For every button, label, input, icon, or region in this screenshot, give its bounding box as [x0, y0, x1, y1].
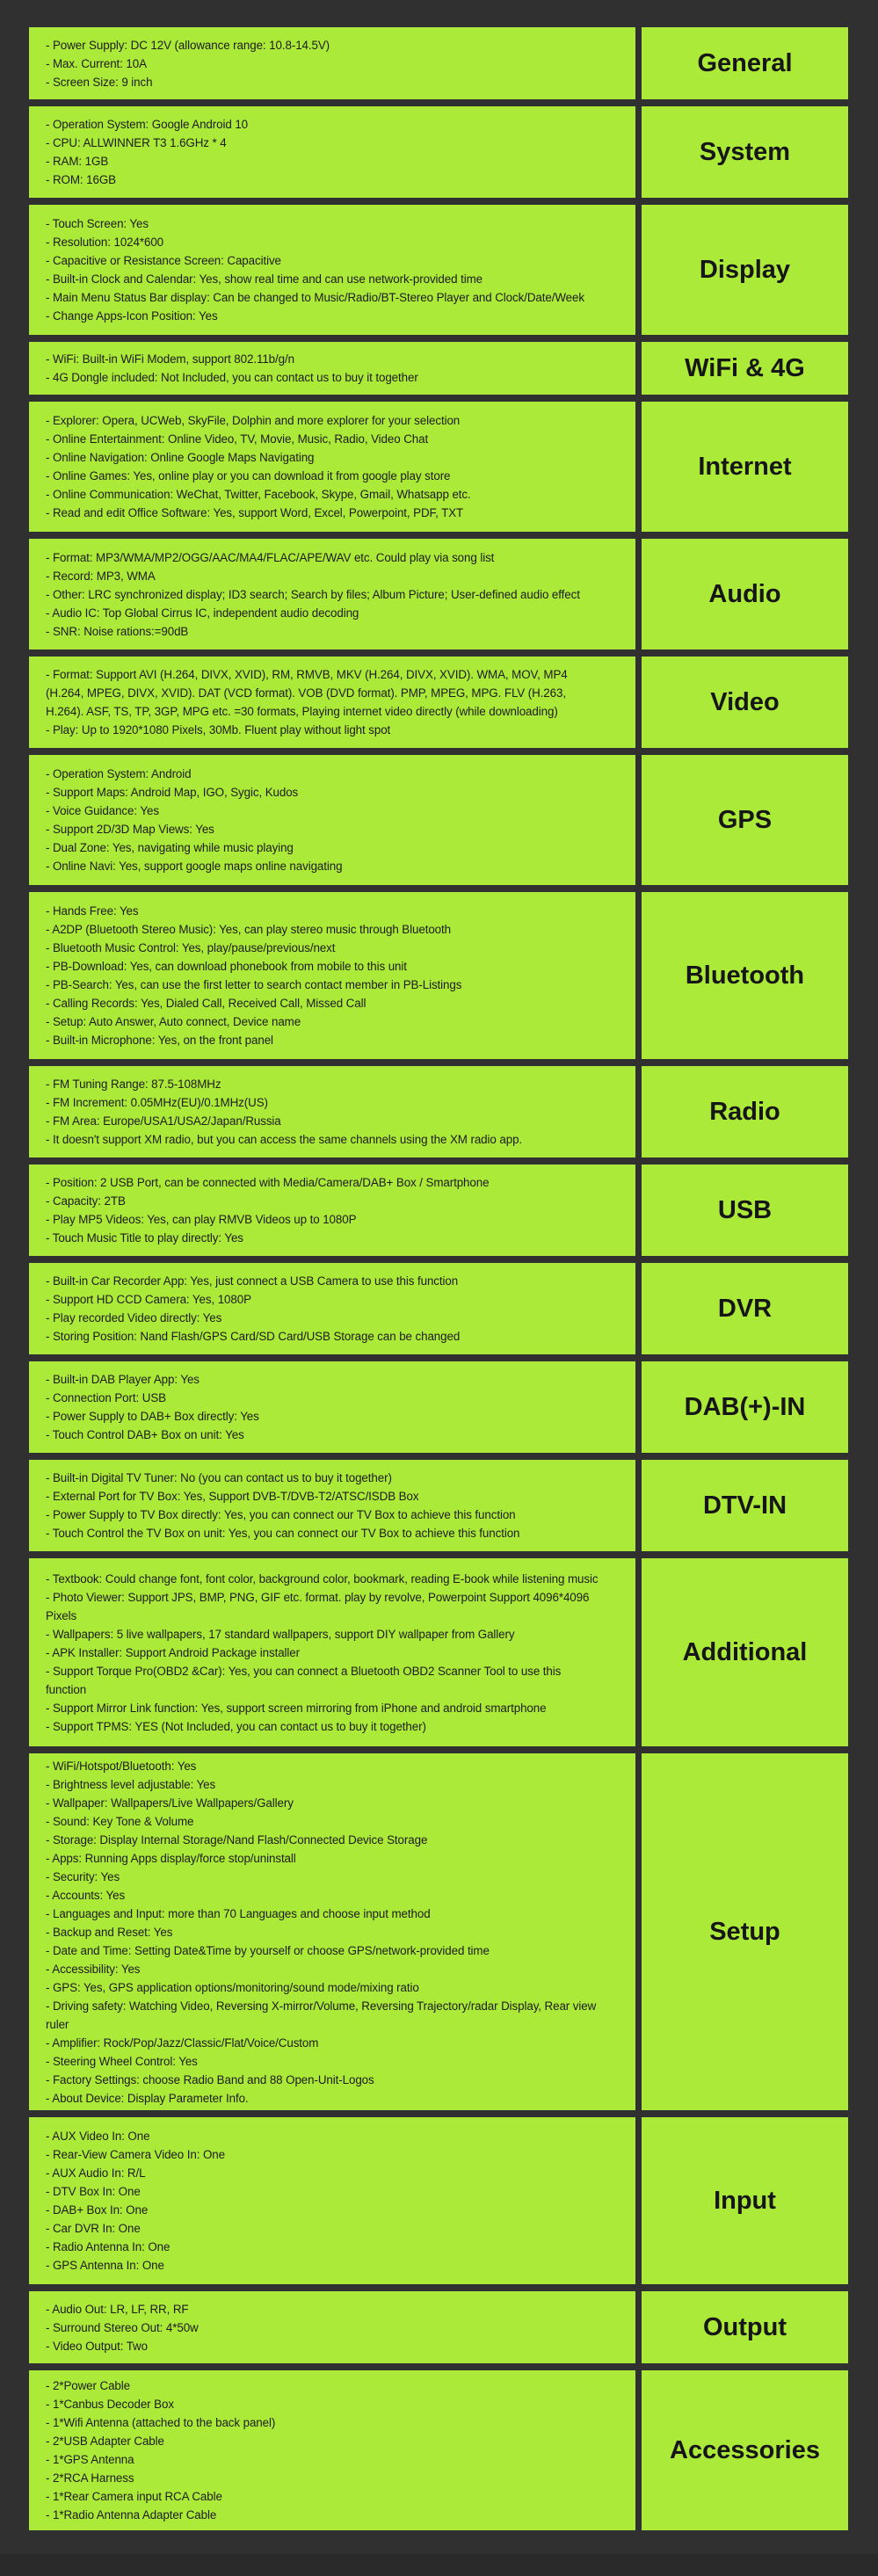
spec-category-label: System [699, 137, 791, 166]
spec-line: - Online Communication: WeChat, Twitter, Facebook, Skype, Gmail, Whatsapp etc. [46, 488, 471, 501]
spec-line: - Storage: Display Internal Storage/Nand Flash/Connected Device Storage [46, 1832, 428, 1847]
spec-line: - Setup: Auto Answer, Auto connect, Device name [46, 1015, 301, 1028]
spec-line: - Amplifier: Rock/Pop/Jazz/Classic/Flat/Voice/Custom [46, 2035, 319, 2050]
spec-row-radio [29, 1066, 848, 1157]
spec-line: - Surround Stereo Out: 4*50w [46, 2320, 199, 2334]
spec-line: - 1*GPS Antenna [46, 2453, 134, 2466]
spec-line: - Screen Size: 9 inch [46, 75, 153, 89]
spec-line: - Wallpaper: Wallpapers/Live Wallpapers/Gallery [46, 1796, 294, 1810]
spec-line: - 2*RCA Harness [46, 2471, 134, 2485]
spec-line: - GPS Antenna In: One [46, 2259, 164, 2272]
spec-row-additional [29, 1558, 848, 1746]
spec-line: - 2*Power Cable [46, 2379, 131, 2392]
spec-line: - Dual Zone: Yes, navigating while music playing [46, 841, 294, 854]
spec-details-internet [29, 402, 635, 532]
spec-line: - Photo Viewer: Support JPS, BMP, PNG, GIF etc. format. play by revolve, Powerpoint Support 4096*4096 [46, 1590, 590, 1604]
spec-line: - Other: LRC synchronized display; ID3 search; Search by files; Album Picture; User-defined audio effect [46, 587, 580, 601]
spec-line: - Operation System: Google Android 10 [46, 118, 249, 131]
spec-table [29, 27, 848, 2537]
spec-line: - Support HD CCD Camera: Yes, 1080P [46, 1293, 251, 1306]
spec-row-output [29, 2291, 848, 2363]
spec-category-label: Internet [698, 452, 792, 481]
spec-line: - Main Menu Status Bar display: Can be changed to Music/Radio/BT-Stereo Player and Clock/Date/Week [46, 291, 584, 304]
spec-line: - PB-Download: Yes, can download phonebook from mobile to this unit [46, 960, 407, 973]
spec-line: - FM Tuning Range: 87.5-108MHz [46, 1078, 221, 1091]
spec-line: - Power Supply to DAB+ Box directly: Yes [46, 1410, 259, 1423]
spec-details-wifi-4g [29, 342, 635, 395]
spec-line: - Radio Antenna In: One [46, 2240, 171, 2253]
spec-category-label: General [697, 48, 793, 77]
spec-line: - APK Installer: Support Android Package installer [46, 1645, 301, 1659]
spec-line: - 1*Canbus Decoder Box [46, 2398, 174, 2411]
spec-line: - Textbook: Could change font, font color, background color, bookmark, reading E-book while listening music [46, 1571, 599, 1586]
spec-line: - 1*Radio Antenna Adapter Cable [46, 2508, 217, 2522]
spec-line: - Online Navigation: Online Google Maps Navigating [46, 451, 315, 464]
spec-line: - Storing Position: Nand Flash/GPS Card/SD Card/USB Storage can be changed [46, 1330, 461, 1343]
spec-line: - ROM: 16GB [46, 173, 117, 186]
spec-line: - Backup and Reset: Yes [46, 1925, 173, 1939]
spec-line: function [46, 1682, 87, 1696]
spec-row-display [29, 205, 848, 335]
spec-line: - 4G Dongle included: Not Included, you can contact us to buy it together [46, 371, 418, 384]
spec-line: - Power Supply: DC 12V (allowance range: 10.8-14.5V) [46, 38, 330, 52]
spec-details-dab-in [29, 1361, 635, 1453]
spec-line: - Brightness level adjustable: Yes [46, 1777, 216, 1791]
spec-line: - 1*Wifi Antenna (attached to the back panel) [46, 2416, 276, 2429]
spec-line: - Built-in Microphone: Yes, on the front panel [46, 1034, 273, 1047]
spec-category-label: Video [710, 687, 780, 716]
spec-line: - Support Mirror Link function: Yes, support screen mirroring from iPhone and android smartphone [46, 1701, 547, 1715]
spec-line: - Driving safety: Watching Video, Reversing X-mirror/Volume, Reversing Trajectory/radar Display, Rear view [46, 1999, 597, 2013]
spec-row-dab-in [29, 1361, 848, 1453]
spec-line: - Apps: Running Apps display/force stop/uninstall [46, 1851, 296, 1865]
spec-line: - WiFi: Built-in WiFi Modem, support 802.11b/g/n [46, 352, 294, 366]
spec-category-cell-dtv-in [642, 1460, 848, 1551]
spec-line: - Format: Support AVI (H.264, DIVX, XVID), RM, RMVB, MKV (H.264, DIVX, XVID). WMA, MOV, MP4 [46, 668, 568, 681]
spec-line: - Date and Time: Setting Date&Time by yourself or choose GPS/network-provided time [46, 1943, 490, 1957]
spec-category-label: Bluetooth [685, 961, 805, 990]
spec-category-cell-system [642, 106, 848, 198]
spec-category-cell-bluetooth [642, 892, 848, 1059]
spec-line: - Built-in DAB Player App: Yes [46, 1373, 200, 1386]
spec-category-label: DVR [717, 1294, 773, 1323]
spec-line: Pixels [46, 1608, 77, 1622]
page-footer [0, 2554, 878, 2576]
spec-line: - Support Maps: Android Map, IGO, Sygic, Kudos [46, 786, 299, 799]
spec-line: - AUX Audio In: R/L [46, 2166, 146, 2180]
spec-line: - Touch Control DAB+ Box on unit: Yes [46, 1428, 244, 1441]
spec-category-label: DAB(+)-IN [684, 1392, 806, 1421]
spec-line: - CPU: ALLWINNER T3 1.6GHz * 4 [46, 136, 227, 149]
spec-details-bluetooth [29, 892, 635, 1059]
spec-line: - Languages and Input: more than 70 Languages and choose input method [46, 1906, 431, 1920]
spec-row-usb [29, 1165, 848, 1256]
spec-line: - Explorer: Opera, UCWeb, SkyFile, Dolphin and more explorer for your selection [46, 414, 461, 427]
spec-line: - Online Games: Yes, online play or you can download it from google play store [46, 469, 451, 483]
spec-category-label: DTV-IN [702, 1491, 787, 1520]
spec-line: - FM Increment: 0.05MHz(EU)/0.1MHz(US) [46, 1096, 268, 1109]
spec-category-label: Audio [708, 579, 781, 608]
spec-row-setup [29, 1753, 848, 2110]
spec-details-setup [29, 1753, 635, 2110]
spec-line: (H.264, MPEG, DIVX, XVID). DAT (VCD format). VOB (DVD format). PMP, MPEG, MPG. FLV (H.263, [46, 686, 566, 700]
spec-line: - Accounts: Yes [46, 1888, 126, 1902]
spec-line: - Format: MP3/WMA/MP2/OGG/AAC/MA4/FLAC/APE/WAV etc. Could play via song list [46, 550, 495, 564]
spec-line: - Hands Free: Yes [46, 904, 139, 918]
spec-line: - Built-in Clock and Calendar: Yes, show real time and can use network-provided time [46, 272, 483, 286]
spec-line: ruler [46, 2017, 69, 2031]
spec-line: H.264). ASF, TS, TP, 3GP, MPG etc. =30 formats, Playing internet video directly (while downloading) [46, 705, 558, 718]
spec-details-radio [29, 1066, 635, 1157]
spec-row-accessories [29, 2370, 848, 2530]
spec-line: - Support TPMS: YES (Not Included, you can contact us to buy it together) [46, 1719, 426, 1733]
spec-line: - About Device: Display Parameter Info. [46, 2091, 249, 2105]
spec-category-label: Display [699, 255, 791, 284]
spec-line: - RAM: 1GB [46, 155, 109, 168]
spec-details-system [29, 106, 635, 198]
spec-line: - Play MP5 Videos: Yes, can play RMVB Videos up to 1080P [46, 1213, 357, 1226]
spec-category-label: Input [714, 2186, 776, 2215]
spec-category-label: GPS [717, 805, 773, 834]
spec-line: - Rear-View Camera Video In: One [46, 2148, 225, 2161]
spec-line: - Play recorded Video directly: Yes [46, 1311, 222, 1324]
spec-line: - Calling Records: Yes, Dialed Call, Received Call, Missed Call [46, 997, 366, 1010]
spec-category-label: Setup [709, 1917, 780, 1946]
spec-category-label: Output [702, 2312, 787, 2341]
spec-details-dvr [29, 1263, 635, 1354]
spec-details-usb [29, 1165, 635, 1256]
spec-details-general [29, 27, 635, 99]
spec-category-label: Accessories [670, 2435, 820, 2464]
spec-line: - 2*USB Adapter Cable [46, 2435, 164, 2448]
spec-line: - Position: 2 USB Port, can be connected with Media/Camera/DAB+ Box / Smartphone [46, 1176, 490, 1189]
spec-category-cell-additional [642, 1558, 848, 1746]
spec-details-display [29, 205, 635, 335]
spec-line: - Power Supply to TV Box directly: Yes, you can connect our TV Box to achieve this function [46, 1508, 516, 1521]
spec-line: - SNR: Noise rations:=90dB [46, 624, 189, 638]
spec-line: - Voice Guidance: Yes [46, 804, 159, 817]
spec-category-cell-general [642, 27, 848, 99]
spec-line: - Record: MP3, WMA [46, 569, 156, 583]
spec-row-dvr [29, 1263, 848, 1354]
spec-line: - Touch Music Title to play directly: Yes [46, 1231, 243, 1244]
spec-line: - Built-in Car Recorder App: Yes, just connect a USB Camera to use this function [46, 1274, 459, 1288]
spec-line: - It doesn't support XM radio, but you can access the same channels using the XM radio app. [46, 1133, 523, 1146]
spec-row-wifi-4g [29, 342, 848, 395]
spec-line: - AUX Video In: One [46, 2130, 150, 2143]
spec-details-dtv-in [29, 1460, 635, 1551]
spec-line: - Built-in Digital TV Tuner: No (you can contact us to buy it together) [46, 1471, 392, 1484]
spec-row-general [29, 27, 848, 99]
spec-row-input [29, 2117, 848, 2284]
spec-line: - Resolution: 1024*600 [46, 236, 164, 249]
spec-row-video [29, 657, 848, 748]
spec-line: - Security: Yes [46, 1869, 120, 1883]
spec-line: - A2DP (Bluetooth Stereo Music): Yes, can play stereo music through Bluetooth [46, 923, 451, 936]
spec-line: - Audio Out: LR, LF, RR, RF [46, 2302, 189, 2316]
spec-row-internet [29, 402, 848, 532]
spec-line: - Read and edit Office Software: Yes, support Word, Excel, Powerpoint, PDF, TXT [46, 506, 464, 519]
spec-line: - Support Torque Pro(OBD2 &Car): Yes, you can connect a Bluetooth OBD2 Scanner Tool to use this [46, 1664, 562, 1678]
spec-category-cell-dvr [642, 1263, 848, 1354]
spec-line: - Video Output: Two [46, 2339, 148, 2353]
spec-line: - PB-Search: Yes, can use the first letter to search contact member in PB-Listings [46, 978, 462, 991]
spec-line: - Capacitive or Resistance Screen: Capacitive [46, 254, 281, 267]
spec-line: - WiFi/Hotspot/Bluetooth: Yes [46, 1759, 197, 1773]
spec-category-cell-wifi-4g [642, 342, 848, 395]
spec-line: - Operation System: Android [46, 767, 192, 780]
spec-category-cell-input [642, 2117, 848, 2284]
spec-category-cell-audio [642, 539, 848, 649]
spec-line: - Car DVR In: One [46, 2222, 141, 2235]
spec-row-system [29, 106, 848, 198]
spec-category-label: Additional [682, 1637, 808, 1666]
spec-line: - Change Apps-Icon Position: Yes [46, 309, 218, 323]
spec-line: - Max. Current: 10A [46, 56, 147, 70]
spec-line: - Accessibility: Yes [46, 1962, 141, 1976]
spec-line: - Touch Screen: Yes [46, 217, 149, 230]
spec-row-gps [29, 755, 848, 885]
spec-category-cell-internet [642, 402, 848, 532]
spec-line: - Bluetooth Music Control: Yes, play/pause/previous/next [46, 941, 336, 954]
spec-line: - Audio IC: Top Global Cirrus IC, independent audio decoding [46, 606, 359, 620]
spec-line: - External Port for TV Box: Yes, Support DVB-T/DVB-T2/ATSC/ISDB Box [46, 1490, 419, 1503]
spec-category-cell-gps [642, 755, 848, 885]
spec-category-label: WiFi & 4G [685, 353, 805, 382]
spec-line: - FM Area: Europe/USA1/USA2/Japan/Russia [46, 1114, 281, 1128]
spec-details-input [29, 2117, 635, 2284]
spec-line: - Connection Port: USB [46, 1391, 166, 1404]
spec-category-label: USB [717, 1195, 773, 1224]
spec-category-cell-dab-in [642, 1361, 848, 1453]
spec-line: - DTV Box In: One [46, 2185, 141, 2198]
spec-category-cell-video [642, 657, 848, 748]
spec-category-cell-setup [642, 1753, 848, 2110]
spec-line: - DAB+ Box In: One [46, 2203, 149, 2217]
spec-line: - Sound: Key Tone & Volume [46, 1814, 194, 1828]
spec-line: - Online Entertainment: Online Video, TV, Movie, Music, Radio, Video Chat [46, 432, 429, 446]
spec-category-cell-output [642, 2291, 848, 2363]
spec-category-label: Radio [709, 1097, 780, 1126]
spec-details-audio [29, 539, 635, 649]
spec-details-video [29, 657, 635, 748]
spec-line: - Play: Up to 1920*1080 Pixels, 30Mb. Fluent play without light spot [46, 723, 391, 737]
spec-row-dtv-in [29, 1460, 848, 1551]
spec-line: - GPS: Yes, GPS application options/monitoring/sound mode/mixing ratio [46, 1980, 419, 1994]
spec-category-cell-radio [642, 1066, 848, 1157]
spec-details-output [29, 2291, 635, 2363]
spec-row-bluetooth [29, 892, 848, 1059]
spec-line: - Touch Control the TV Box on unit: Yes, you can connect our TV Box to achieve this function [46, 1527, 520, 1540]
spec-line: - Steering Wheel Control: Yes [46, 2054, 198, 2068]
spec-line: - Capacity: 2TB [46, 1194, 126, 1208]
spec-category-cell-accessories [642, 2370, 848, 2530]
spec-row-audio [29, 539, 848, 649]
spec-line: - 1*Rear Camera input RCA Cable [46, 2490, 222, 2503]
spec-details-gps [29, 755, 635, 885]
spec-category-cell-usb [642, 1165, 848, 1256]
spec-line: - Support 2D/3D Map Views: Yes [46, 823, 214, 836]
spec-line: - Online Navi: Yes, support google maps online navigating [46, 860, 343, 873]
spec-details-additional [29, 1558, 635, 1746]
spec-category-cell-display [642, 205, 848, 335]
spec-details-accessories [29, 2370, 635, 2530]
spec-line: - Factory Settings: choose Radio Band and 88 Open-Unit-Logos [46, 2072, 374, 2086]
spec-line: - Wallpapers: 5 live wallpapers, 17 standard wallpapers, support DIY wallpaper from Gallery [46, 1627, 515, 1641]
